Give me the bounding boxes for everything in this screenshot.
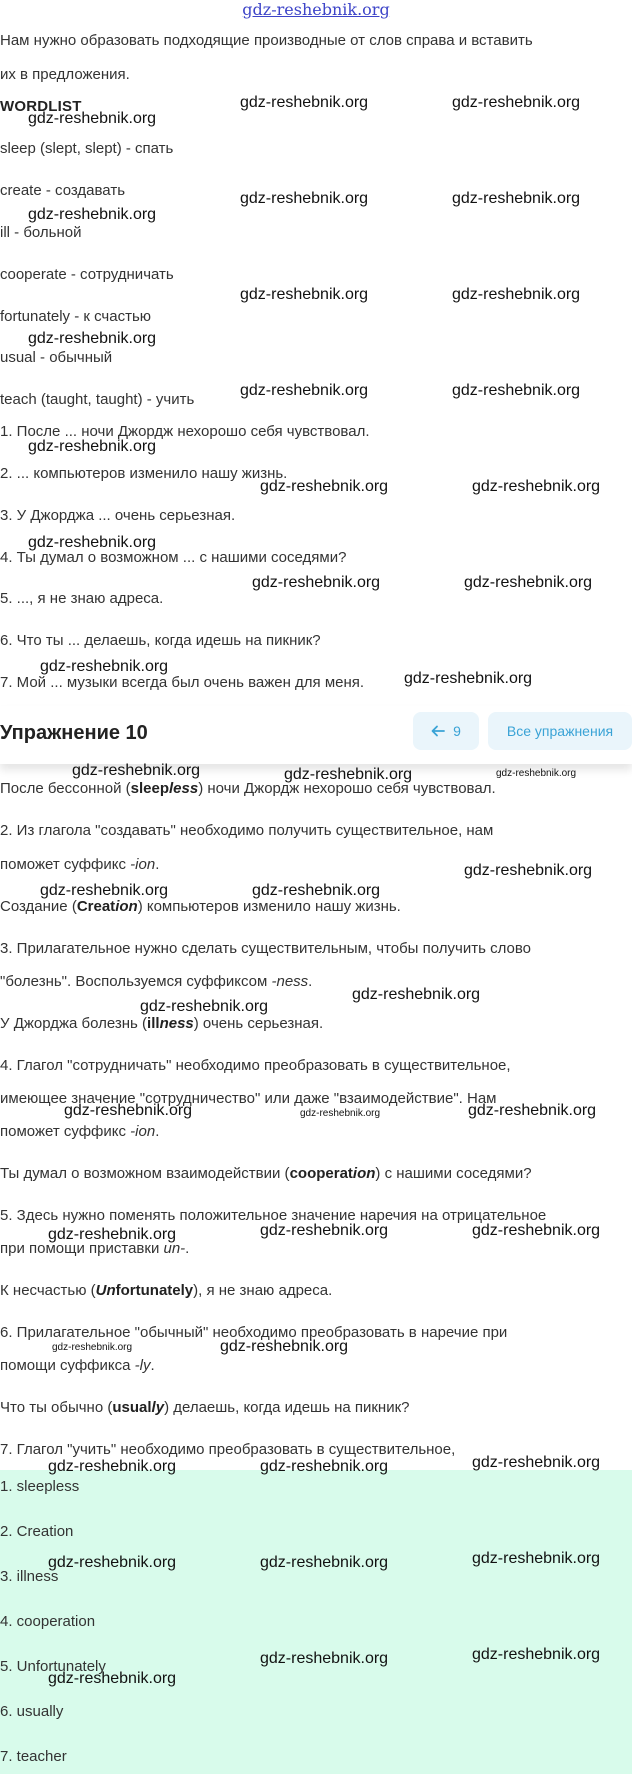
wordlist-item: cooperate - сотрудничать xyxy=(0,266,174,283)
watermark: gdz-reshebnik.org xyxy=(40,658,169,675)
watermark: gdz-reshebnik.org xyxy=(260,1458,389,1475)
solution-sentence-5: К несчастью (Unfortunately), я не знаю адреса. xyxy=(0,1282,333,1299)
watermark: gdz-reshebnik.org xyxy=(252,882,381,899)
solution-sentence-3: У Джорджа болезнь (illness) очень серьезная. xyxy=(0,1015,324,1032)
watermark: gdz-reshebnik.org xyxy=(64,1102,193,1119)
watermark: gdz-reshebnik.org xyxy=(260,1554,389,1571)
watermark: gdz-reshebnik.org xyxy=(40,882,169,899)
watermark: gdz-reshebnik.org xyxy=(464,862,593,879)
all-exercises-label: Все упражнения xyxy=(506,723,614,739)
watermark: gdz-reshebnik.org xyxy=(452,382,581,399)
watermark: gdz-reshebnik.org xyxy=(72,762,201,779)
watermark: gdz-reshebnik.org xyxy=(48,1554,177,1571)
wordlist-item: create - создавать xyxy=(0,182,126,199)
wordlist-item: usual - обычный xyxy=(0,349,113,366)
watermark: gdz-reshebnik.org xyxy=(472,478,601,495)
answer-item: 4. cooperation xyxy=(0,1613,96,1630)
answer-item: 1. sleepless xyxy=(0,1478,80,1495)
explanation-5: 5. Здесь нужно поменять положительное значение наречия на отрицательное xyxy=(0,1207,547,1224)
watermark: gdz-reshebnik.org xyxy=(220,1338,349,1355)
wordlist-title: WORDLIST xyxy=(0,98,82,115)
task-text-line-1: Нам нужно образовать подходящие производные от слов справа и вставить xyxy=(0,32,533,49)
arrow-left-icon xyxy=(431,724,445,738)
wordlist-item: fortunately - к счастью xyxy=(0,308,152,325)
exercise-title: Упражнение 10 xyxy=(0,722,148,744)
watermark: gdz-reshebnik.org xyxy=(260,1650,389,1667)
watermark: gdz-reshebnik.org xyxy=(260,478,389,495)
watermark: gdz-reshebnik.org xyxy=(464,574,593,591)
watermark: gdz-reshebnik.org xyxy=(28,438,157,455)
previous-exercise-button[interactable] xyxy=(413,712,479,750)
solution-sentence-4: Ты думал о возможном взаимодействии (cooperation) с нашими соседями? xyxy=(0,1165,532,1182)
watermark: gdz-reshebnik.org xyxy=(240,382,369,399)
watermark: gdz-reshebnik.org xyxy=(452,190,581,207)
watermark: gdz-reshebnik.org xyxy=(352,986,481,1003)
explanation-6-suffix: помощи суффикса -ly. xyxy=(0,1357,155,1374)
explanation-4-suffix: поможет суффикс -ion. xyxy=(0,1123,160,1140)
watermark: gdz-reshebnik.org xyxy=(452,286,581,303)
wordlist-item: teach (taught, taught) - учить xyxy=(0,391,195,408)
watermark: gdz-reshebnik.org xyxy=(240,94,369,111)
exercise-sentence: 4. Ты думал о возможном ... с нашими соседями? xyxy=(0,549,347,566)
watermark: gdz-reshebnik.org xyxy=(240,190,369,207)
watermark: gdz-reshebnik.org xyxy=(472,1550,601,1567)
watermark: gdz-reshebnik.org xyxy=(472,1222,601,1239)
exercise-sentence: 6. Что ты ... делаешь, когда идешь на пикник? xyxy=(0,632,321,649)
watermark: gdz-reshebnik.org xyxy=(28,110,157,127)
solution-sentence-6: Что ты обычно (usually) делаешь, когда идешь на пикник? xyxy=(0,1399,410,1416)
site-link[interactable]: gdz-reshebnik.org xyxy=(242,0,390,19)
wordlist-item: ill - больной xyxy=(0,224,82,241)
watermark: gdz-reshebnik.org xyxy=(300,1108,381,1119)
watermark: gdz-reshebnik.org xyxy=(452,94,581,111)
watermark: gdz-reshebnik.org xyxy=(404,670,533,687)
answer-item: 6. usually xyxy=(0,1703,64,1720)
explanation-5-prefix: при помощи приставки un-. xyxy=(0,1240,190,1257)
explanation-7: 7. Глагол "учить" необходимо преобразовать в существительное, xyxy=(0,1441,456,1458)
watermark: gdz-reshebnik.org xyxy=(28,330,157,347)
watermark: gdz-reshebnik.org xyxy=(472,1646,601,1663)
explanation-4: 4. Глагол "сотрудничать" необходимо преобразовать в существительное, xyxy=(0,1057,511,1074)
answer-item: 2. Creation xyxy=(0,1523,74,1540)
answer-item: 7. teacher xyxy=(0,1748,67,1765)
watermark: gdz-reshebnik.org xyxy=(28,206,157,223)
explanation-2-suffix: поможет суффикс -ion. xyxy=(0,856,160,873)
explanation-3: 3. Прилагательное нужно сделать существительным, чтобы получить слово xyxy=(0,940,531,957)
watermark: gdz-reshebnik.org xyxy=(28,534,157,551)
explanation-6: 6. Прилагательное "обычный" необходимо преобразовать в наречие при xyxy=(0,1324,508,1341)
watermark: gdz-reshebnik.org xyxy=(48,1670,177,1687)
explanation-2: 2. Из глагола "создавать" необходимо получить существительное, нам xyxy=(0,822,494,839)
watermark: gdz-reshebnik.org xyxy=(284,766,413,783)
watermark: gdz-reshebnik.org xyxy=(260,1222,389,1239)
watermark: gdz-reshebnik.org xyxy=(252,574,381,591)
exercise-sentence: 7. Мой ... музыки всегда был очень важен для меня. xyxy=(0,674,365,691)
exercise-sentence: 1. После ... ночи Джордж нехорошо себя чувствовал. xyxy=(0,423,370,440)
watermark: gdz-reshebnik.org xyxy=(240,286,369,303)
explanation-3-suffix: "болезнь". Воспользуемся суффиксом -ness. xyxy=(0,973,313,990)
watermark: gdz-reshebnik.org xyxy=(48,1458,177,1475)
watermark: gdz-reshebnik.org xyxy=(496,768,577,779)
explanation-4-cont: имеющее значение "сотрудничество" или даже "взаимодействие". Нам xyxy=(0,1090,497,1107)
exercise-sentence: 5. ..., я не знаю адреса. xyxy=(0,590,164,607)
solution-sentence-2: Создание (Creation) компьютеров изменило нашу жизнь. xyxy=(0,898,401,915)
previous-exercise-number: 9 xyxy=(453,723,461,739)
watermark: gdz-reshebnik.org xyxy=(140,998,269,1015)
all-exercises-button[interactable] xyxy=(488,712,632,750)
watermark: gdz-reshebnik.org xyxy=(472,1454,601,1471)
task-text-line-2: их в предложения. xyxy=(0,66,130,83)
answer-item: 5. Unfortunately xyxy=(0,1658,106,1675)
wordlist-item: sleep (slept, slept) - спать xyxy=(0,140,174,157)
answer-item: 3. illness xyxy=(0,1568,59,1585)
solution-sentence-1: После бессонной (sleepless) ночи Джордж нехорошо себя чувствовал. xyxy=(0,780,496,797)
exercise-sentence: 2. ... компьютеров изменило нашу жизнь. xyxy=(0,465,288,482)
watermark: gdz-reshebnik.org xyxy=(48,1226,177,1243)
watermark: gdz-reshebnik.org xyxy=(52,1342,133,1353)
watermark: gdz-reshebnik.org xyxy=(468,1102,597,1119)
exercise-sentence: 3. У Джорджа ... очень серьезная. xyxy=(0,507,236,524)
